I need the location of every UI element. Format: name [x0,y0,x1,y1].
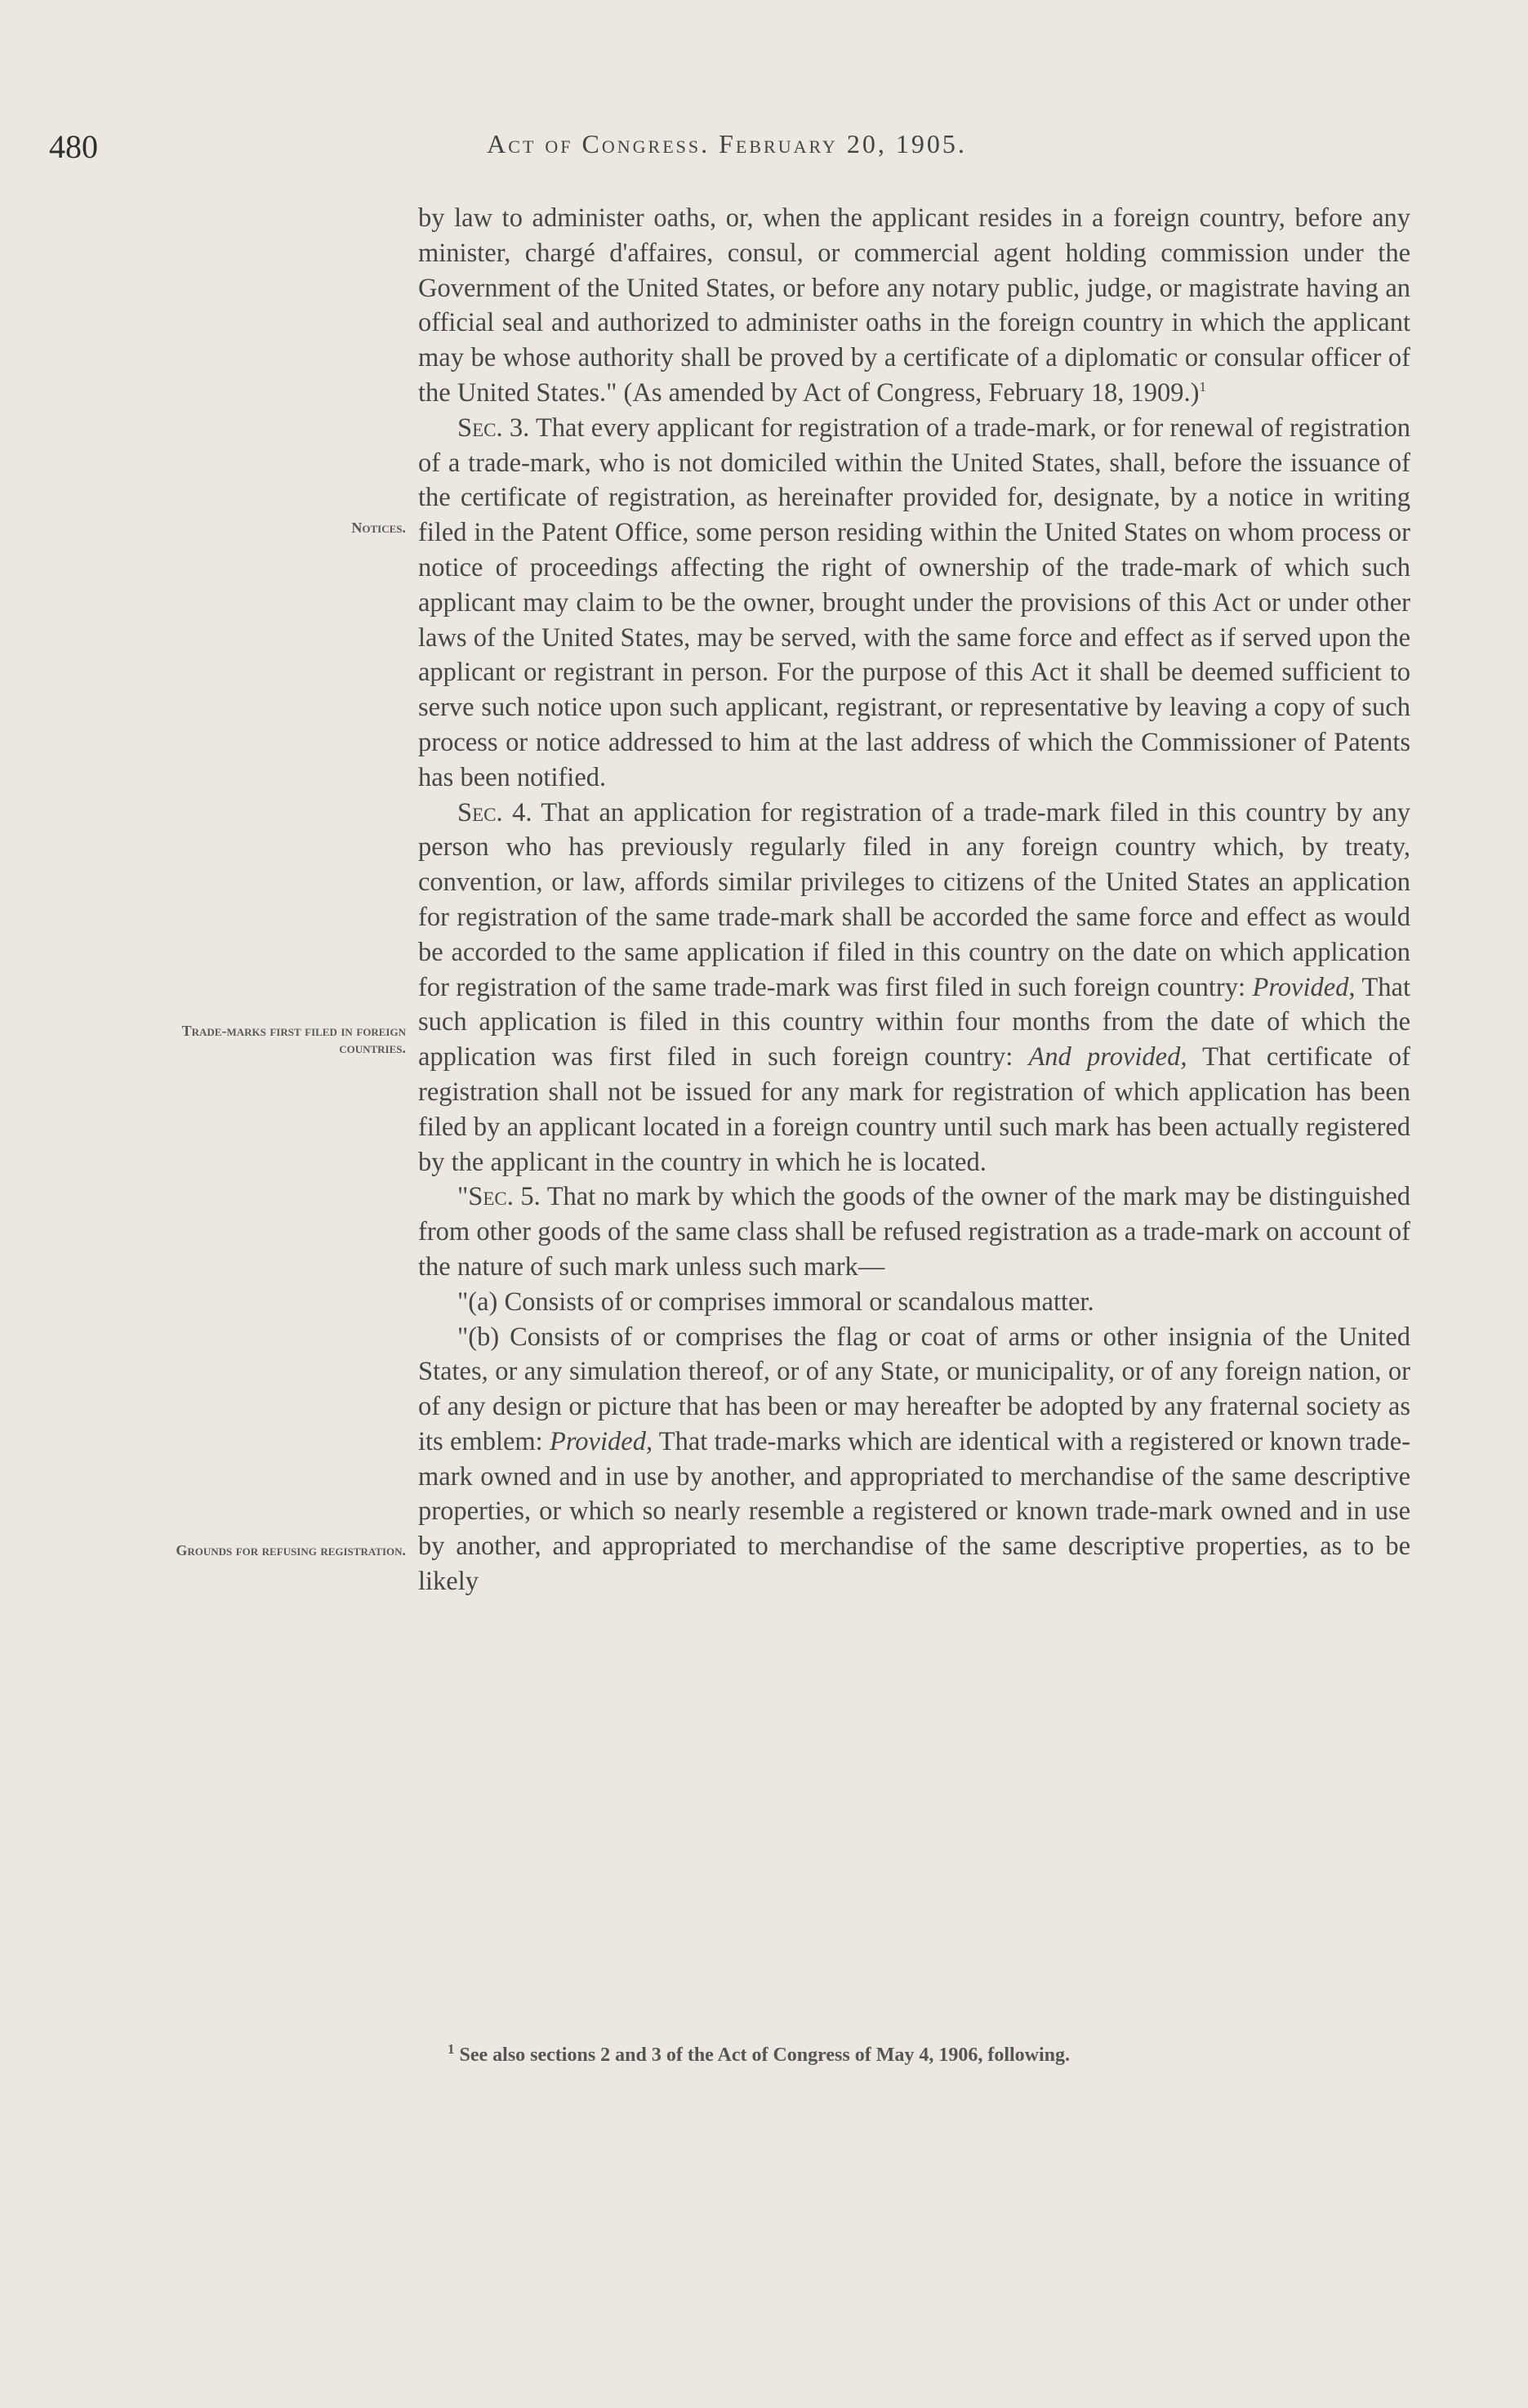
footnote-reference: 1 [1199,379,1206,395]
page-number: 480 [49,128,98,165]
paragraph-continuation [418,201,1410,411]
margin-note-grounds-refusing: Grounds for refusing registration. [176,1542,406,1559]
footnote [418,2039,1410,2071]
section-4-and-provided: And provided, [1028,1042,1187,1072]
section-4-provided: Provided, [1252,972,1356,1002]
clause-a [418,1285,1410,1320]
section-4 [418,796,1410,1180]
clause-b-text-a: Consists of or comprises the flag or coat of arms or other insignia of the United States, or any simulation thereof, or of any State, or municipality, or of any foreign nation, or of any design or picture that has been or may hereafter be adopted by any fraternal society as its emblem: [418,1322,1411,1456]
footnote-text: See also sections 2 and 3 of the Act of Congress of May 4, 1906, following. [459,2045,1071,2066]
section-4-text-b: That such application is filed in this country within four months from the date of which the application was first filed in such foreign country: [418,972,1410,1072]
section-3-text: That every applicant for registration of a trade-mark, or for renewal of registration of a trade-mark, who is not domiciled within the United States, shall, before the issuance of the certificate of registration, as hereinafter provided for, designate, by a notice in writing filed in the Patent Office, some person residing within the United States on whom process or notice of proceedings affecting the right of ownership of the trade-mark of which such applicant may claim to be the owner, brought under the provisions of this Act or under other laws of the United States, may be served, with the same force and effect as if served upon the applicant or registrant in person. For the purpose of this Act it shall be deemed sufficient to serve such notice upon such applicant, registrant, or representative by leaving a copy of such process or notice addressed to him at the last address of which the Commissioner of Patents has been notified. [418,412,1411,792]
clause-b-provided: Provided, [550,1426,653,1456]
margin-note-trade-marks-foreign: Trade-marks first filed in foreign countries. [181,1023,406,1056]
section-5-text: That no mark by which the goods of the owner of the mark may be distinguished from other goods of the same class shall be refused registration as a trade-mark on account of the nature of such mark unless such mark— [418,1182,1410,1282]
clause-a-text: Consists of or comprises immoral or scandalous matter. [504,1286,1094,1317]
footnote-marker: 1 [448,2041,455,2057]
section-4-text-a: That an application for registration of a trade-mark filed in this country by any person who has previously regularly filed in any foreign country which, by treaty, convention, or law, affords similar privileges to citizens of the United States an application for registration of the same trade-mark shall be accorded the same force and effect as would be accorded to the same application if filed in this country on the date on which application for registration of the same trade-mark was first filed in such foreign country: [418,797,1410,1002]
section-5-label: "Sec. 5. [457,1182,541,1212]
running-head: Act of Congress. February 20, 1905. [487,129,967,158]
clause-a-label: "(a) [457,1286,498,1317]
body-text [418,201,1410,1599]
margin-note-notices: Notices. [351,520,406,536]
paragraph-continuation-text: by law to administer oaths, or, when the applicant resides in a foreign country, before any minister, chargé d'affaires, consul, or commercial agent holding commission under the Government of the United States, or before any notary public, judge, or magistrate having an official seal and authorized to administer oaths in the foreign country in which the applicant may be whose authority shall be proved by a certificate of a diplomatic or consular officer of the United States." (As amended by Act of Congress, February 18, 1909.) [418,203,1410,408]
section-5 [418,1179,1410,1284]
page-header [49,127,1405,176]
clause-b-label: "(b) [457,1322,500,1352]
clause-b-text-b: That trade-marks which are identical with a registered or known trade-mark owned and in use by another, and appropriated to merchandise of the same descriptive properties, or which so nearly resemble a registered or known trade-mark owned and in use by another, and appropriated to merchandise of the same descriptive properties, as to be likely [418,1426,1411,1597]
section-3-label: Sec. 3. [457,412,530,443]
clause-b [418,1320,1410,1599]
section-4-text-c: That certificate of registration shall not be issued for any mark for registration of which application has been filed by an applicant located in a foreign country until such mark has been actually registered by the applicant in the country in which he is located. [418,1042,1410,1177]
section-4-label: Sec. 4. [457,797,532,827]
section-3 [418,411,1410,796]
